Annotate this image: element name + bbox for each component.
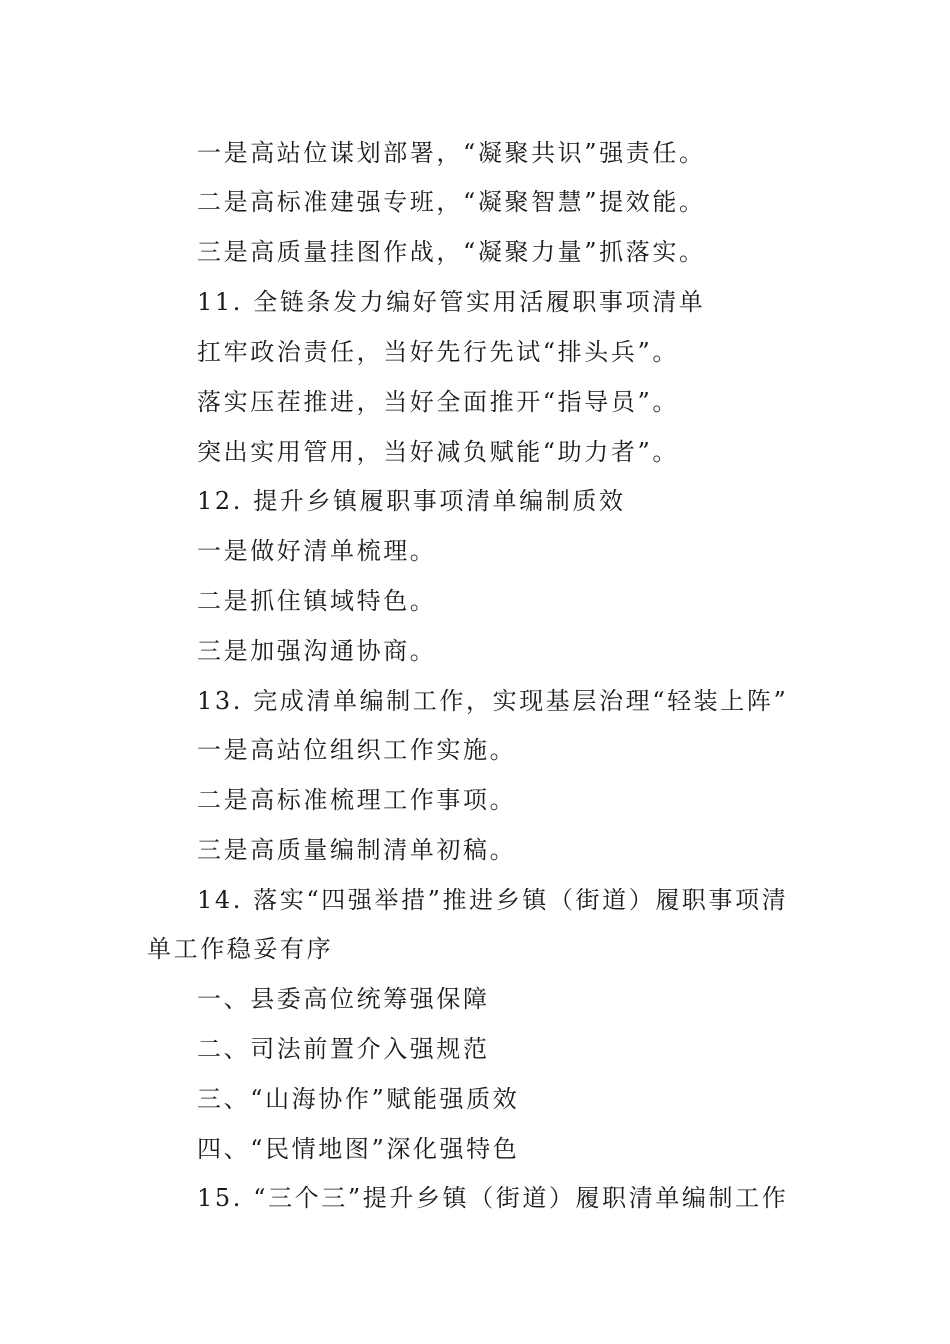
text-line: 二、司法前置介入强规范: [197, 1035, 490, 1063]
text-line: 一是高站位组织工作实施。: [197, 736, 517, 764]
section-heading-15: 15. “三个三”提升乡镇（街道）履职清单编制工作: [197, 1184, 789, 1212]
text-line: 二是高标准梳理工作事项。: [197, 786, 517, 814]
text-line: 扛牢政治责任，当好先行先试“排头兵”。: [197, 338, 679, 366]
text-line: 四、“民情地图”深化强特色: [197, 1135, 520, 1163]
text-line: 一、县委高位统筹强保障: [197, 985, 490, 1013]
section-heading-11: 11. 全链条发力编好管实用活履职事项清单: [197, 288, 706, 316]
text-line: 三是加强沟通协商。: [197, 637, 437, 665]
text-line: 突出实用管用，当好减负赋能“助力者”。: [197, 438, 679, 466]
text-line: 一是高站位谋划部署，“凝聚共识”强责任。: [197, 139, 706, 167]
text-line: 一是做好清单梳理。: [197, 537, 437, 565]
text-line: 三是高质量挂图作战，“凝聚力量”抓落实。: [197, 238, 706, 266]
section-heading-14: 14. 落实“四强举措”推进乡镇（街道）履职事项清: [197, 886, 789, 914]
text-line: 二是抓住镇域特色。: [197, 587, 437, 615]
text-line: 三、“山海协作”赋能强质效: [197, 1085, 520, 1113]
section-heading-14-continuation: 单工作稳妥有序: [147, 935, 334, 963]
text-line: 落实压茬推进，当好全面推开“指导员”。: [197, 388, 679, 416]
section-heading-12: 12. 提升乡镇履职事项清单编制质效: [197, 487, 626, 515]
text-line: 三是高质量编制清单初稿。: [197, 836, 517, 864]
text-line: 二是高标准建强专班，“凝聚智慧”提效能。: [197, 188, 706, 216]
section-heading-13: 13. 完成清单编制工作，实现基层治理“轻装上阵”: [197, 687, 789, 715]
